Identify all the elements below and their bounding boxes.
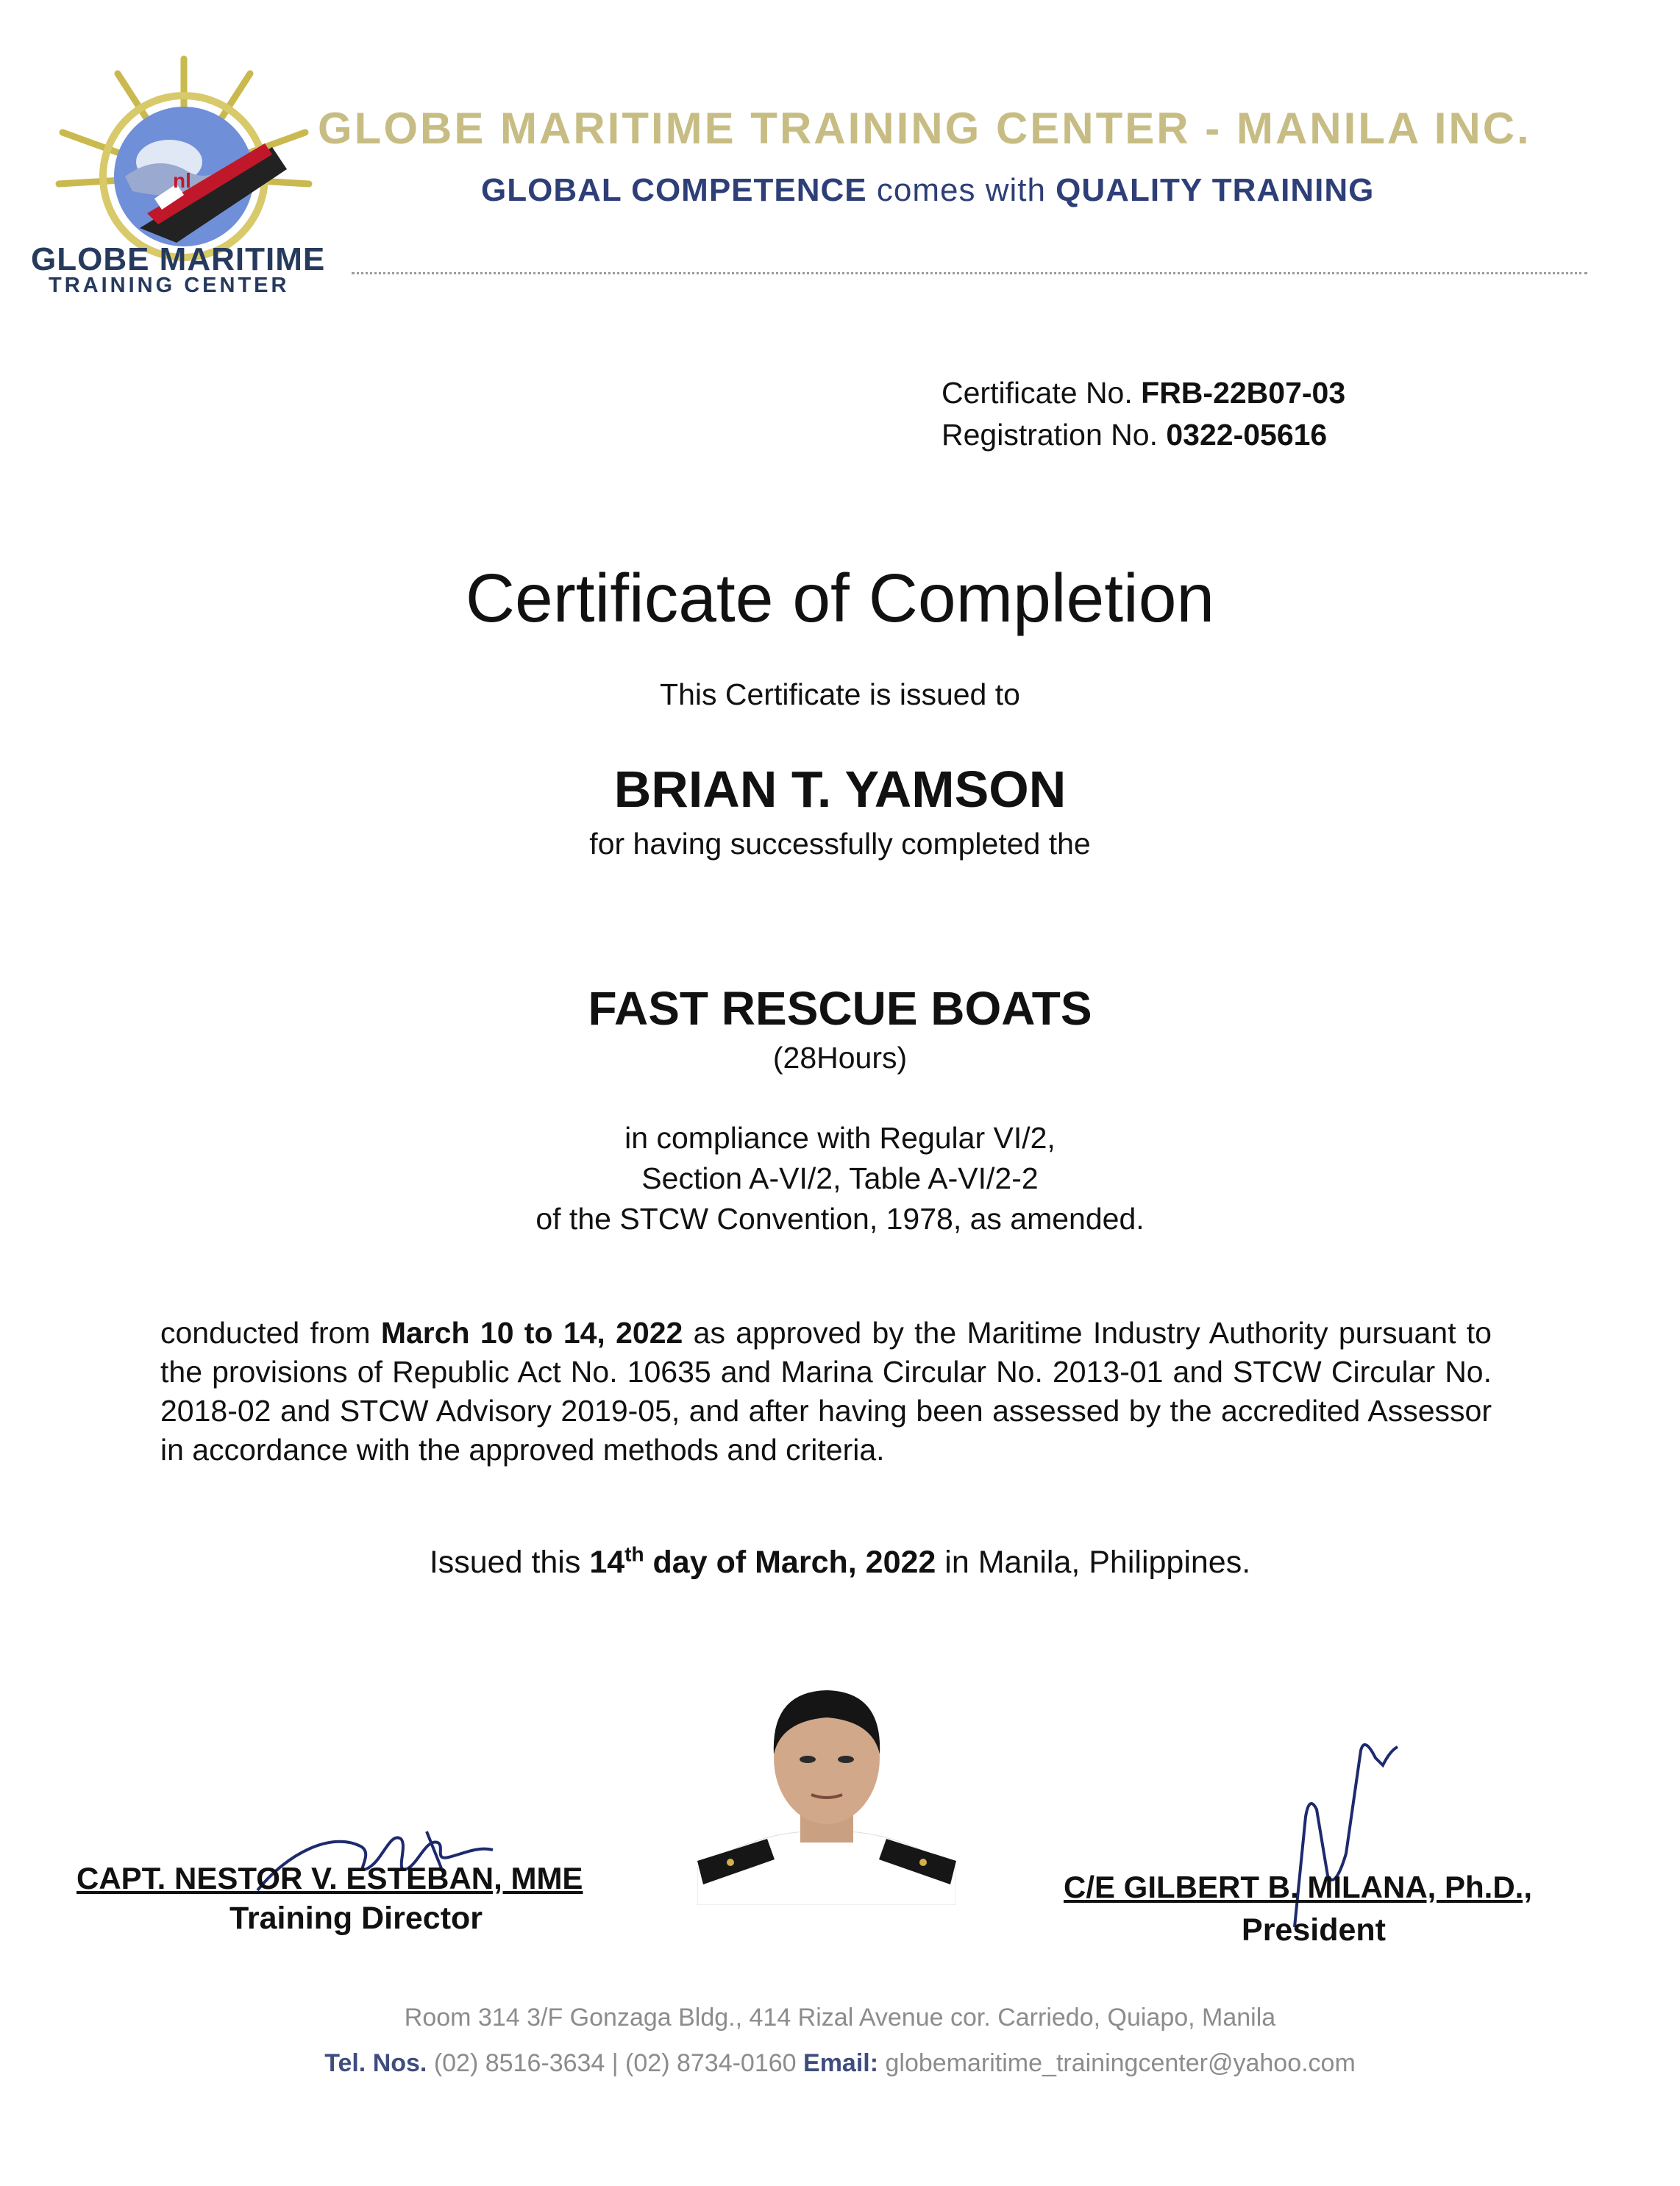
logo-text-line1: GLOBE MARITIME — [31, 241, 326, 277]
certificate-numbers — [942, 372, 1345, 456]
course-hours: (28Hours) — [772, 1041, 908, 1075]
president-name: C/E GILBERT B. MILANA, Ph.D., — [1064, 1870, 1532, 1904]
registration-number: 0322-05616 — [1166, 418, 1328, 452]
footer-email: globemaritime_trainingcenter@yahoo.com — [878, 2049, 1356, 2077]
issue-date-line: Issued this 14th day of March, 2022 in Manila, Philippines. — [429, 1542, 1251, 1580]
compliance-text: in compliance with Regular VI/2, Section A-VI/2, Table A-VI/2-2 of the STCW Convention, 1978, as amended. — [535, 1121, 1145, 1236]
footer-address: Room 314 3/F Gonzaga Bldg., 414 Rizal Avenue cor. Carriedo, Quiapo, Manila — [404, 2004, 1276, 2032]
registration-number-row: Registration No. 0322-05616 — [942, 418, 1328, 452]
organization-tagline: GLOBAL COMPETENCE comes with QUALITY TRAINING — [481, 172, 1375, 208]
header-divider — [352, 272, 1587, 274]
course-name: FAST RESCUE BOATS — [588, 982, 1092, 1035]
president-title: President — [1242, 1912, 1386, 1948]
certificate-number-row: Certificate No. FRB-22B07-03 — [942, 376, 1346, 410]
footer-contact: Tel. Nos. (02) 8516-3634 | (02) 8734-0160 Email: globemaritime_trainingcenter@yahoo.com — [324, 2049, 1356, 2077]
certificate-number: FRB-22B07-03 — [1141, 376, 1346, 410]
certification-body: conducted from March 10 to 14, 2022 as approved by the Maritime Industry Authority pursuant to the provisions of Republic Act No. 10635 and Marina Circular No. 2013-01 and STCW Circular No. 2018-02 and STCW Advisory 2019-05, and after having been assessed by the accredited Assessor in accordance with the approved methods and criteria. — [160, 1316, 1492, 1467]
president-signature — [1265, 1706, 1420, 1942]
certificate-title: Certificate of Completion — [465, 560, 1215, 636]
training-dates: March 10 to 14, 2022 — [380, 1316, 683, 1350]
organization-name: GLOBE MARITIME TRAINING CENTER - MANILA INC. — [318, 104, 1531, 153]
training-director-name: CAPT. NESTOR V. ESTEBAN, MME — [76, 1861, 583, 1895]
logo-text-line2: TRAINING CENTER — [49, 274, 290, 297]
completion-text: for having successfully completed the — [589, 827, 1091, 861]
svg-text:nl: nl — [173, 169, 191, 192]
recipient-photo — [697, 1684, 956, 1905]
training-director-title: Training Director — [229, 1901, 483, 1936]
recipient-name: BRIAN T. YAMSON — [613, 761, 1067, 818]
issued-to-text: This Certificate is issued to — [660, 677, 1020, 711]
